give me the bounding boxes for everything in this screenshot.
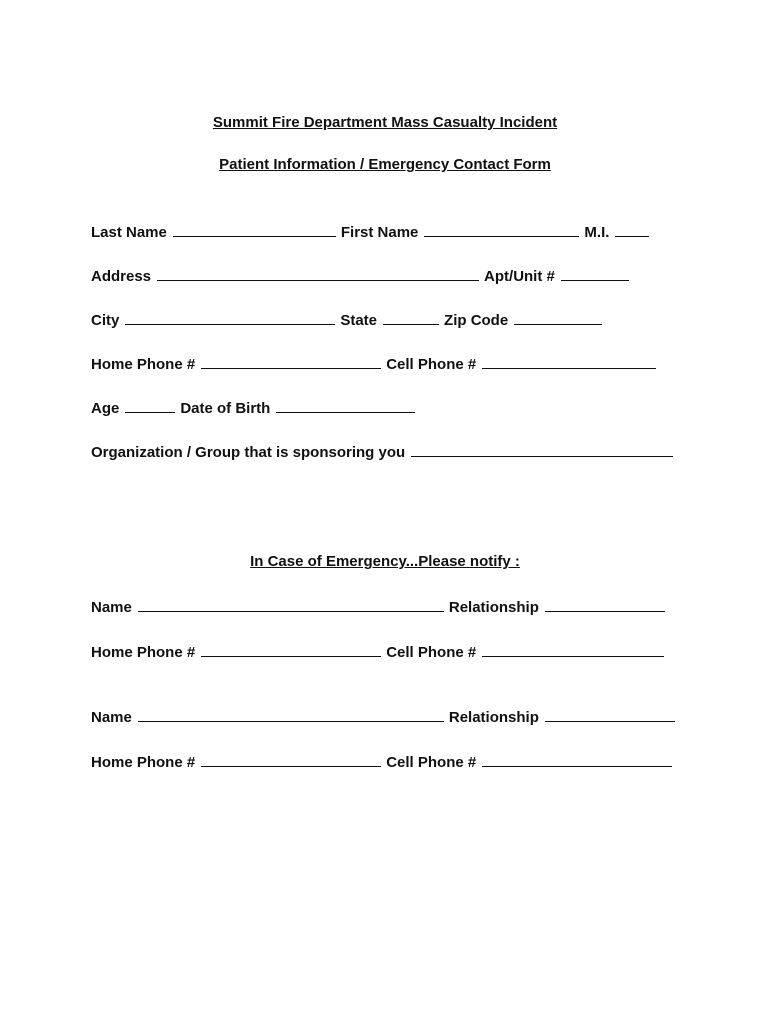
age-row [91, 398, 415, 417]
first-name-label: First Name [340, 224, 419, 241]
contact-name-field[interactable] [138, 707, 444, 722]
name-row [91, 222, 649, 241]
age-label: Age [91, 400, 120, 417]
contact-cell-phone-label: Cell Phone # [386, 644, 477, 661]
contact-2-phone-row [91, 752, 672, 771]
contact-name-field[interactable] [138, 597, 444, 612]
form-subtitle: Patient Information / Emergency Contact Form [219, 156, 551, 173]
form-title: Summit Fire Department Mass Casualty Incident [212, 114, 558, 131]
apt-unit-label: Apt/Unit # [484, 268, 555, 285]
state-field[interactable] [383, 310, 439, 325]
relationship-label: Relationship [448, 709, 539, 726]
last-name-label: Last Name [91, 224, 167, 241]
contact-home-phone-label: Home Phone # [91, 754, 196, 771]
city-row [91, 310, 602, 329]
contact-cell-phone-field[interactable] [482, 642, 664, 657]
relationship-field[interactable] [545, 707, 675, 722]
last-name-field[interactable] [173, 222, 336, 237]
city-label: City [91, 312, 120, 329]
zip-code-label: Zip Code [444, 312, 509, 329]
relationship-field[interactable] [545, 597, 665, 612]
date-of-birth-field[interactable] [276, 398, 415, 413]
phone-row [91, 354, 656, 373]
contact-cell-phone-field[interactable] [482, 752, 672, 767]
home-phone-field[interactable] [201, 354, 381, 369]
address-label: Address [91, 268, 152, 285]
contact-home-phone-field[interactable] [201, 642, 381, 657]
contact-1-phone-row [91, 642, 664, 661]
mi-field[interactable] [615, 222, 649, 237]
contact-1-name-row [91, 597, 665, 616]
age-field[interactable] [125, 398, 175, 413]
contact-name-label: Name [91, 599, 132, 616]
relationship-label: Relationship [448, 599, 539, 616]
date-of-birth-label: Date of Birth [180, 400, 271, 417]
contact-home-phone-label: Home Phone # [91, 644, 196, 661]
organization-field[interactable] [411, 442, 673, 457]
address-field[interactable] [157, 266, 479, 281]
contact-cell-phone-label: Cell Phone # [386, 754, 477, 771]
contact-home-phone-field[interactable] [201, 752, 381, 767]
city-field[interactable] [125, 310, 335, 325]
mi-label: M.I. [584, 224, 610, 241]
contact-name-label: Name [91, 709, 132, 726]
first-name-field[interactable] [424, 222, 579, 237]
state-label: State [340, 312, 378, 329]
address-row [91, 266, 629, 285]
organization-label: Organization / Group that is sponsoring you [91, 444, 406, 461]
apt-unit-field[interactable] [561, 266, 629, 281]
cell-phone-field[interactable] [482, 354, 656, 369]
organization-row [91, 442, 673, 461]
zip-code-field[interactable] [514, 310, 602, 325]
emergency-heading: In Case of Emergency...Please notify : [250, 553, 520, 570]
cell-phone-label: Cell Phone # [386, 356, 477, 373]
contact-2-name-row [91, 707, 675, 726]
home-phone-label: Home Phone # [91, 356, 196, 373]
